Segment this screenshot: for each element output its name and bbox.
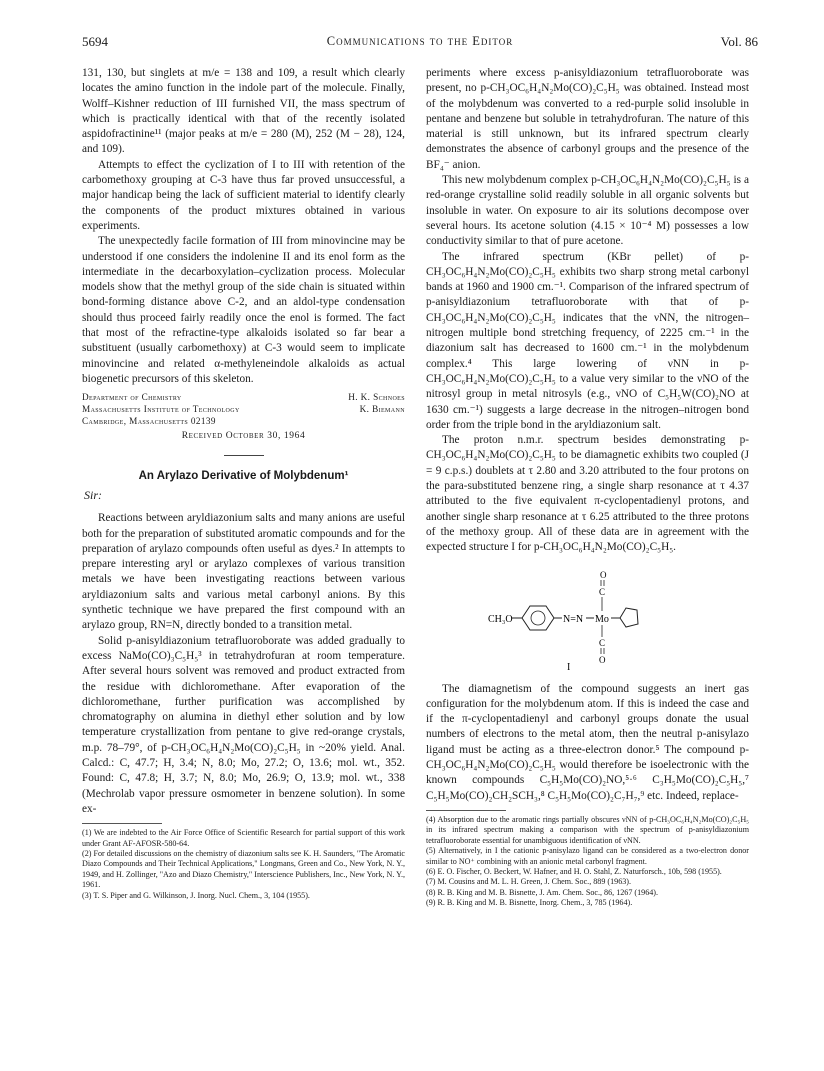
paragraph: periments where excess p-anisyldiazonium tetrafluoroborate was present, no p-CH₃OC₆H₄N₂Mo(CO)₂C₅H₅ was obtained. Instead most of the molybdenum was converted to a red-purple solid insoluble in pentane and benzene but soluble in tetrahydrofuran. The nature of this material is still unknown, but its infrared spectrum clearly demonstrates the absence of carbonyl groups and the presence of the BF₄⁻ anion. (426, 67, 749, 171)
paragraph: The unexpectedly facile formation of III from minovincine may be understood if one considers the indolenine II and its enol form as the intermediate in the decarboxylation–cyclization process. Molecular models show that the methyl group of the side chain is situated within bond-forming distance above C-2, and an aldol-type condensation should thus proceed fairly readily once the enol is formed. The fact that most of the refractine-type alkaloids isolated so far bear a substituent (usually carbomethoxy) at C-3 would seem to implicate minovincine and related α-methyleneindole alkaloids as actual biogenetic precursors of this skeleton. (82, 235, 405, 385)
aromatic-circle (531, 611, 545, 625)
running-header (82, 34, 758, 54)
paragraph: The proton n.m.r. spectrum besides demonstrating p-CH₃OC₆H₄N₂Mo(CO)₂C₅H₅ to be diamagnetic exhibits two coupled (J = 9 c.p.s.) doublets at τ 2.80 and 3.20 attributed to the four protons on the para-substituted benzene ring, a single sharp resonance at τ 4.37 attributed to the five equivalent π-cyclopentadienyl protons, and another single sharp resonance at τ 6.25 attributed to the three protons of the methoxy group. All of these data are in agreement with the expected structure I for p-CH₃OC₆H₄N₂Mo(CO)₂C₅H₅. (426, 434, 749, 554)
section-divider (224, 455, 264, 456)
metal-label: Mo (595, 613, 609, 625)
volume-number: Vol. 86 (720, 34, 758, 49)
institute: Massachusetts Institute of Technology (82, 404, 240, 415)
footnote: (2) For detailed discussions on the chemistry of diazonium salts see K. H. Saunders, "The Aromatic Diazo Compounds and Their Technical Applications," Longmans, Green and Co., New York, N. Y., 1949, and H. Zollinger, "Azo and Diazo Chemistry," Interscience Publishers, Inc., New York, N. Y., 1961. (82, 848, 405, 890)
paragraph: The infrared spectrum (KBr pellet) of p-CH₃OC₆H₄N₂Mo(CO)₂C₅H₅ exhibits two sharp strong metal carbonyl bands at 1960 and 1900 cm.⁻¹. Comparison of the infrared spectrum of p-anisyldiazonium tetrafluoroborate with that of p-CH₃OC₆H₄N₂Mo(CO)₂C₅H₅ indicates that the νNN, the nitrogen–nitrogen multiple bond stretching frequency, of 2225 cm.⁻¹ in the diazonium salt has decreased to 1600 cm.⁻¹ in the molybdenum complex.⁴ This large lowering of νNN in p-CH₃OC₆H₄N₂Mo(CO)₂C₅H₅ to a value very similar to the νNO of the nitrosyl group in metal nitrosyls (e.g., νNO of C₅H₅W(CO)₂NO at 1630 cm.⁻¹) suggests a large decrease in the nitrogen–nitrogen bond order from the triple bond in the aryldiazonium salt. (426, 250, 749, 431)
carbonyl-c-top: C (599, 586, 606, 597)
footnote: (5) Alternatively, in I the cationic p-anisylazo ligand can be considered as a two-electron donor similar to NO⁺ combining with an anionic metal carbonyl fragment. (426, 846, 749, 866)
received-date: Received October 30, 1964 (181, 431, 306, 442)
paragraph: This new molybdenum complex p-CH₃OC₆H₄N₂Mo(CO)₂C₅H₅ is a red-orange crystalline solid readily soluble in all organic solvents but insoluble in water. On exposure to air its solutions decompose over several hours. Its acetone solution (4.15 × 10⁻⁴ M) possesses a low conductivity similar to that of pure acetone. (426, 174, 749, 248)
paragraph: The diamagnetism of the compound suggests an inert gas configuration for the molybdenum atom. If this is indeed the case and if the π-cyclopentadienyl and carbonyl groups donate the usual numbers of electrons to the metal atom, then the neutral p-anisylazo ligand must be acting as a three-electron donor.⁵ The compound p-CH₃OC₆H₄N₂Mo(CO)₂C₅H₅ would therefore be isoelectronic with the known compounds C₅H₅Mo(CO)₂NO,⁵·⁶ C₃H₅Mo(CO)₂C₅H₅,⁷ C₅H₅Mo(CO)₂CH₂SCH₃,⁸ C₅H₅Mo(CO)₂C₇H₇,⁹ etc. Indeed, replace- (426, 682, 749, 802)
department: Department of Chemistry (82, 392, 182, 403)
footnote: (3) T. S. Piper and G. Wilkinson, J. Inorg. Nucl. Chem., 3, 104 (1955). (82, 890, 310, 900)
page-number: 5694 (82, 34, 108, 49)
structure-drawing (426, 566, 749, 670)
chemical-structure-I (426, 566, 749, 670)
footnote: (9) R. B. King and M. B. Bisnette, Inorg. Chem., 3, 785 (1964). (426, 898, 633, 908)
footnote-rule (426, 810, 506, 811)
left-column (82, 66, 405, 901)
right-column (426, 66, 749, 909)
azo-label: N=N (563, 613, 584, 625)
carbonyl-o-bottom: O (599, 654, 606, 665)
carbonyl-o-top: O (600, 569, 607, 580)
footnote: (8) R. B. King and M. B. Bisnette, J. Am. Chem. Soc., 86, 1267 (1964). (426, 887, 659, 897)
footnote-rule (82, 823, 162, 824)
footnote: (7) M. Cousins and M. L. H. Green, J. Chem. Soc., 889 (1963). (426, 877, 632, 887)
city: Cambridge, Massachusetts 02139 (82, 416, 216, 427)
paragraph: Reactions between aryldiazonium salts and many anions are useful both for the preparation of substituted aromatic compounds and for the preparation of arylazo compounds often useful as dyes.² In attempts to prepare interesting aryl or arylazo complexes of various transition metals we have been investigating reactions between various aryldiazonium salts and various metal carbonyl anions. By this synthetic technique we have prepared the first compound with an arylazo group, RN=N, directly bonded to a transition metal. (82, 512, 405, 632)
footnote: (6) E. O. Fischer, O. Beckert, W. Hafner, and H. O. Stahl, Z. Naturforsch., 10b, 598 (1955). (426, 866, 722, 876)
carbonyl-c-bottom: C (599, 637, 606, 648)
footnote: (1) We are indebted to the Air Force Office of Scientific Research for partial support of this work under Grant AF-AFOSR-580-64. (82, 828, 405, 848)
footnote: (4) Absorption due to the aromatic rings partially obscures νNN of p-CH₃OC₆H₄N₂Mo(CO)₂C₅H₅ in its infrared spectrum making a comparison with the spectrum of p-anisyldiazonium tetrafluoroborate essential for unambiguous identification of νNN. (426, 814, 749, 845)
author-name: H. K. Schnoes (348, 392, 405, 403)
methoxy-label: CH₃O (488, 613, 513, 625)
benzene-ring (522, 606, 554, 630)
paragraph: Attempts to effect the cyclization of I to III with retention of the carbomethoxy grouping at C-3 have thus far proved unsuccessful, a major handicap being the lack of sufficient material to identify clearly the components of the product mixtures obtained in various experiments. (82, 158, 405, 232)
paragraph: 131, 130, but singlets at m/e = 138 and 109, a result which clearly locates the amino function in the indole part of the molecule. Finally, Wolff–Kishner reduction of III furnished VII, the mass spectrum of which is practically identical with that of the recently isolated aspidofractinine¹¹ (major peaks at m/e = 280 (M), 252 (M − 28), 124, and 109). (82, 67, 405, 156)
structure-number: I (567, 661, 571, 670)
paragraph: Solid p-anisyldiazonium tetrafluoroborate was added gradually to excess NaMo(CO)₃C₅H₅³ in tetrahydrofuran at room temperature. After several hours solvent was removed and product extracted from the residue with dichloromethane. After evaporation of the dichloromethane, further purification was accomplished by chromatography on alumina in diethyl ether solution and by low temperature crystallization from pentane to give red-orange crystals, m.p. 78–79°, of p-CH₃OC₆H₄N₂Mo(CO)₂C₅H₅ in ~20% yield. Anal. Calcd.: C, 47.7; H, 3.4; N, 8.0; Mo, 27.2; O, 13.6; mol. wt., 352. Found: C, 47.8; H, 3.7; N, 8.0; Mo, 26.9; O, 13.9; mol. wt., 338 (Mechrolab vapor pressure osmometer in benzene solution). In some ex- (82, 634, 405, 815)
cyclopentadienyl-ring (620, 608, 638, 627)
author-name: K. Biemann (359, 404, 405, 415)
article-title: An Arylazo Derivative of Molybdenum¹ (138, 470, 349, 483)
journal-section-title: Communications to the Editor (326, 34, 514, 48)
salutation: Sir: (84, 488, 102, 503)
author-affiliation (82, 391, 405, 429)
